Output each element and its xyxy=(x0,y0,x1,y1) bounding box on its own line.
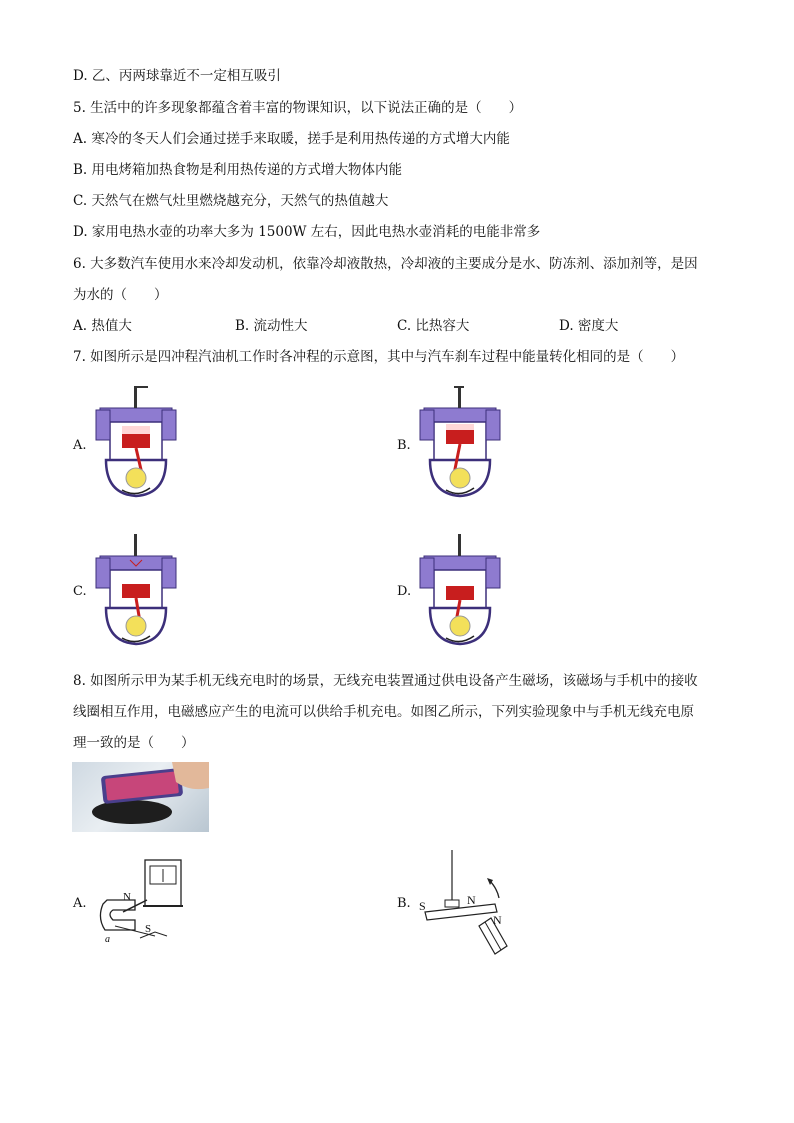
q5-option-c: C. 天然气在燃气灶里燃烧越充分，天然气的热值越大 xyxy=(73,193,389,209)
q6-stem-line1: 6. 大多数汽车使用水来冷却发动机，依靠冷却液散热，冷却液的主要成分是水、防冻剂、添加剂等，是因 xyxy=(73,256,698,272)
wireless-charging-photo xyxy=(72,762,209,832)
engine-a-crank xyxy=(126,468,146,488)
bar-magnet xyxy=(425,904,497,920)
q8-label-a: A. xyxy=(73,896,87,911)
engine-a-chamber xyxy=(122,426,150,434)
magnet-needle-diagram xyxy=(415,850,515,956)
q8-label-b: B. xyxy=(397,896,411,911)
q5-option-d: D. 家用电热水壶的功率大多为 1500W 左右，因此电热水壶消耗的电能非常多 xyxy=(73,224,541,240)
q7-label-c: C. xyxy=(73,584,87,599)
q7-label-b: B. xyxy=(397,438,411,453)
q4-option-d: D. 乙、丙两球靠近不一定相互吸引 xyxy=(73,68,281,84)
engine-diagram-a xyxy=(92,382,180,502)
q7-label-d: D. xyxy=(397,584,412,599)
q8-stem-line2: 线圈相互作用，电磁感应产生的电流可以供给手机充电。如图乙所示，下列实验现象中与手机无线充电原 xyxy=(73,704,694,720)
q8-stem-line1: 8. 如图所示甲为某手机无线充电时的场景，无线充电装置通过供电设备产生磁场，该磁场与手机中的接收 xyxy=(73,673,698,689)
q6-option-d: D. 密度大 xyxy=(559,318,619,334)
engine-diagram-d xyxy=(416,530,504,650)
q6-option-b: B. 流动性大 xyxy=(235,318,308,334)
q5-stem: 5. 生活中的许多现象都蕴含着丰富的物课知识，以下说法正确的是（ ） xyxy=(73,100,523,116)
induction-a-label: a xyxy=(105,934,110,945)
magnet-s-label: S xyxy=(419,899,426,913)
q5-option-b: B. 用电烤箱加热食物是利用热传递的方式增大物体内能 xyxy=(73,162,403,178)
magnet-n-label: N xyxy=(467,893,476,907)
u-magnet xyxy=(100,900,135,930)
q7-stem: 7. 如图所示是四冲程汽油机工作时各冲程的示意图，其中与汽车刹车过程中能量转化相同的是（ ） xyxy=(73,349,685,365)
induction-s-label: S xyxy=(145,923,152,935)
approaching-magnet-n-label: N xyxy=(493,913,502,927)
engine-diagram-b xyxy=(416,382,504,502)
q6-option-a: A. 热值大 xyxy=(73,318,132,334)
engine-a-piston xyxy=(122,434,150,448)
engine-diagram-c xyxy=(92,530,180,650)
q5-option-a: A. 寒冷的冬天人们会通过搓手来取暖，搓手是利用热传递的方式增大内能 xyxy=(73,131,510,147)
charging-pad xyxy=(92,800,172,824)
induction-n-label: N xyxy=(123,891,131,903)
q7-label-a: A. xyxy=(73,438,87,453)
q6-stem-line2: 为水的（ ） xyxy=(73,287,168,303)
q6-option-c: C. 比热容大 xyxy=(397,318,470,334)
q8-stem-line3: 理一致的是（ ） xyxy=(73,735,195,751)
induction-experiment-diagram xyxy=(95,856,195,948)
